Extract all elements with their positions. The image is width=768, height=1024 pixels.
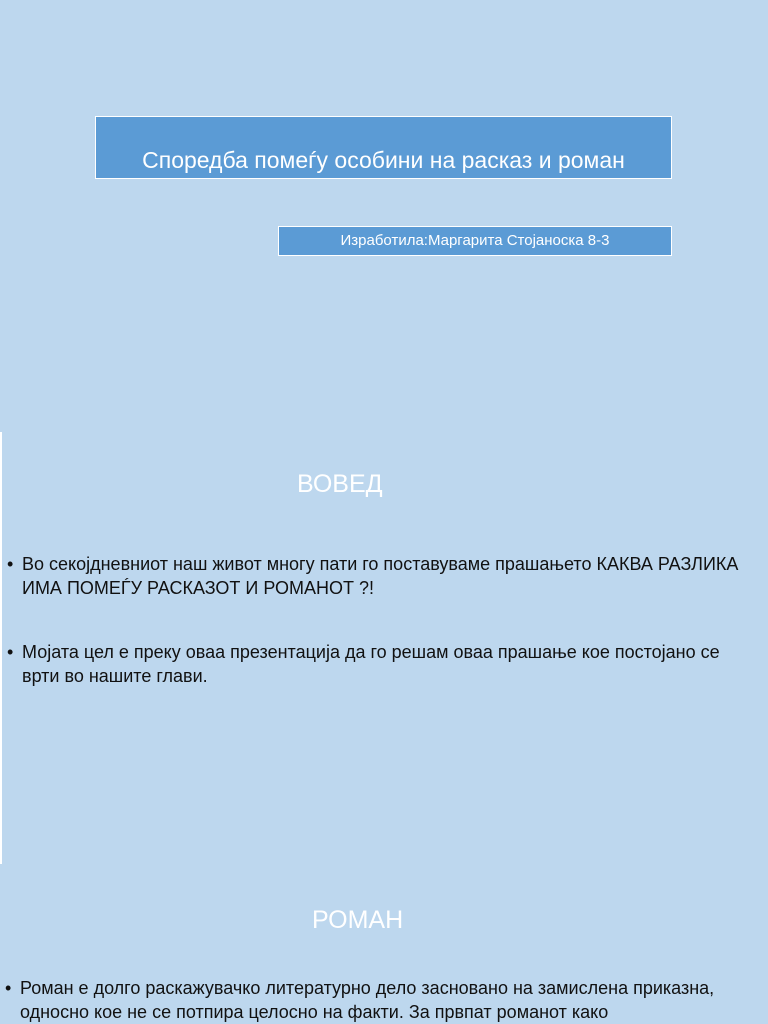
novel-bullet-list xyxy=(5,976,760,1024)
novel-heading: РОМАН xyxy=(312,906,404,934)
list-item xyxy=(5,976,760,1024)
bullet-text: Во секојдневниот наш живот многу пати го поставуваме прашањето КАКВА РАЗЛИКА ИМА ПОМЕЃУ РАСКАЗОТ И РОМАНОТ ?! xyxy=(22,554,739,598)
presentation-title: Споредба помеѓу особини на расказ и роман xyxy=(95,116,672,179)
bullet-icon: • xyxy=(5,978,12,998)
bullet-text: Роман е долго раскажувачко литературно дело засновано на замислена приказна, односно кое не се потпира целосно на факти. За првпат романот како xyxy=(20,978,715,1022)
author-subtitle: Изработила:Маргарита Стојаноска 8-3 xyxy=(278,226,672,256)
introduction-slide xyxy=(0,432,768,864)
bullet-text: Мојата цел е преку оваа презентација да го решам оваа прашање кое постојано се врти во нашите глави. xyxy=(22,642,720,686)
introduction-bullet-list xyxy=(7,552,762,688)
bullet-icon: • xyxy=(7,554,14,574)
title-slide xyxy=(0,0,768,432)
novel-slide xyxy=(0,864,768,1024)
introduction-heading: ВОВЕД xyxy=(297,470,383,498)
bullet-icon: • xyxy=(7,642,14,662)
list-item xyxy=(7,640,762,688)
list-item xyxy=(7,552,762,600)
